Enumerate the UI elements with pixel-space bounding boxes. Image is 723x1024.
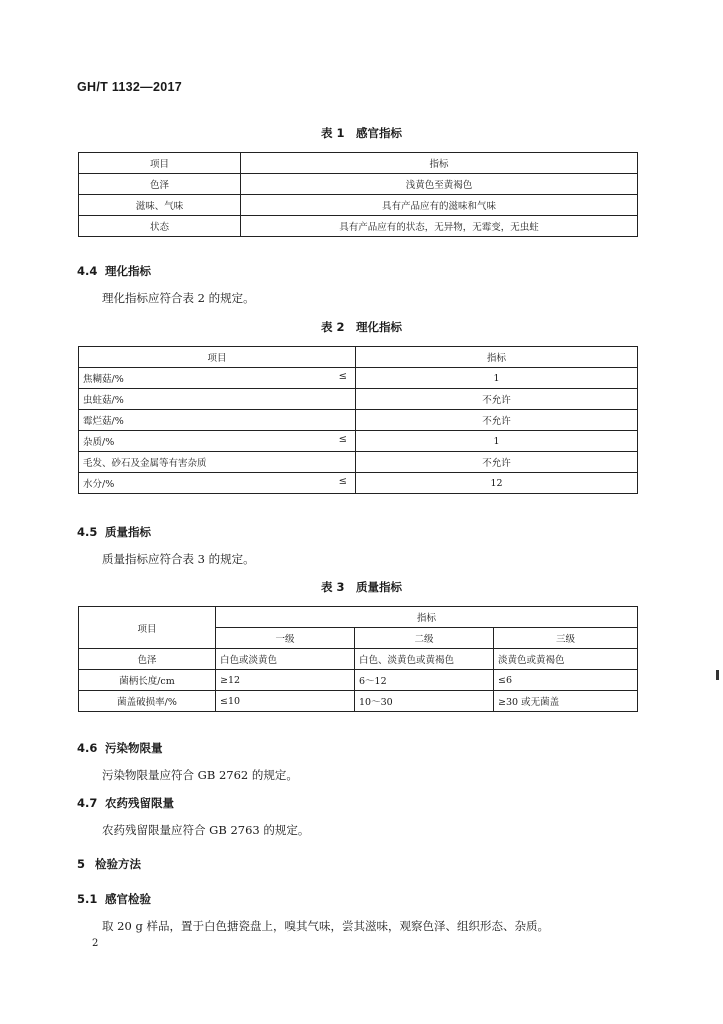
table-cell: ≥30 或无菌盖 [494,691,638,712]
table-cell: 具有产品应有的状态，无异物，无霉变，无虫蛀 [241,216,638,237]
table-cell: 不允许 [356,389,638,410]
item-label: 水分/% [83,479,115,490]
section-number: 5.1 [77,892,98,906]
section-4-5-text: 质量指标应符合表 3 的规定。 [102,552,255,566]
section-title: 质量指标 [105,525,151,539]
section-number: 4.4 [77,264,98,278]
table-cell: 白色、淡黄色或黄褐色 [355,649,494,670]
item-label: 焦糊菇/% [83,374,124,385]
table-cell: ≤10 [216,691,355,712]
table2-caption: 表 2 理化指标 [320,320,402,334]
table2-physicochemical [78,346,638,494]
table-cell [79,431,356,452]
table-row [79,452,638,473]
table-row [79,174,638,195]
table-cell: 霉烂菇/% [79,410,356,431]
table1-caption: 表 1 感官指标 [320,126,402,140]
table-cell: 不允许 [356,410,638,431]
section-title: 感官检验 [105,892,151,906]
table3-caption: 表 3 质量指标 [320,580,402,594]
table-row [79,347,638,368]
table-row [79,691,638,712]
page-number: 2 [92,938,99,949]
table-row [79,410,638,431]
document-id: GH/T 1132—2017 [77,80,182,94]
table-cell: 12 [356,473,638,494]
section-4-4-text: 理化指标应符合表 2 的规定。 [102,291,255,305]
section-4-6-text: 污染物限量应符合 GB 2762 的规定。 [102,768,298,782]
le-symbol: ≤ [338,476,347,487]
section-number: 4.5 [77,525,98,539]
table1-sensory [78,152,638,237]
section-number: 4.7 [77,796,98,810]
section-5-1-text: 取 20 g 样品，置于白色搪瓷盘上，嗅其气味，尝其滋味，观察色泽、组织形态、杂质。 [102,919,549,933]
table-row [79,607,638,628]
table3-header-item: 项目 [79,607,216,649]
table-row [79,649,638,670]
section-number: 4.6 [77,741,98,755]
scan-edge-mark [716,670,719,680]
table2-header-value: 指标 [356,347,638,368]
item-label: 杂质/% [83,437,115,448]
section-4-7-heading [77,795,174,811]
table-row [79,195,638,216]
table-cell: ≥12 [216,670,355,691]
table-cell: 菌盖破损率/% [79,691,216,712]
table-row [79,473,638,494]
table3-header-group: 指标 [216,607,638,628]
table-cell: 不允许 [356,452,638,473]
table-cell: 虫蛀菇/% [79,389,356,410]
table3-grade-1: 一级 [216,628,355,649]
section-4-5-heading [77,524,151,540]
table3-grade-2: 二级 [355,628,494,649]
table-cell: 具有产品应有的滋味和气味 [241,195,638,216]
table-cell: 6～12 [355,670,494,691]
section-title: 理化指标 [105,264,151,278]
le-symbol: ≤ [338,434,347,445]
section-5-heading [77,856,141,872]
table-cell: 浅黄色至黄褐色 [241,174,638,195]
table-cell: 1 [356,431,638,452]
table-cell: 色泽 [79,174,241,195]
table-cell: 状态 [79,216,241,237]
table-cell: 1 [356,368,638,389]
section-title: 污染物限量 [105,741,163,755]
section-title: 检验方法 [95,857,141,871]
section-5-1-heading [77,891,151,907]
table-row [79,670,638,691]
section-4-6-heading [77,740,163,756]
table1-header-item: 项目 [79,153,241,174]
table-row [79,389,638,410]
section-4-4-heading [77,263,151,279]
table-cell: ≤6 [494,670,638,691]
table-cell: 白色或淡黄色 [216,649,355,670]
table-cell: 毛发、砂石及金属等有害杂质 [79,452,356,473]
table-row [79,153,638,174]
section-number: 5 [77,857,86,871]
section-title: 农药残留限量 [105,796,174,810]
table-cell [79,473,356,494]
table2-header-item: 项目 [79,347,356,368]
table-cell: 淡黄色或黄褐色 [494,649,638,670]
table-row [79,431,638,452]
section-4-7-text: 农药残留限量应符合 GB 2763 的规定。 [102,823,310,837]
table1-header-value: 指标 [241,153,638,174]
table-cell: 10～30 [355,691,494,712]
le-symbol: ≤ [338,371,347,382]
table-cell: 菌柄长度/cm [79,670,216,691]
table-cell: 滋味、气味 [79,195,241,216]
table-cell [79,368,356,389]
table-row [79,368,638,389]
table3-grade-3: 三级 [494,628,638,649]
table-row [79,216,638,237]
table-cell: 色泽 [79,649,216,670]
table3-quality [78,606,638,712]
